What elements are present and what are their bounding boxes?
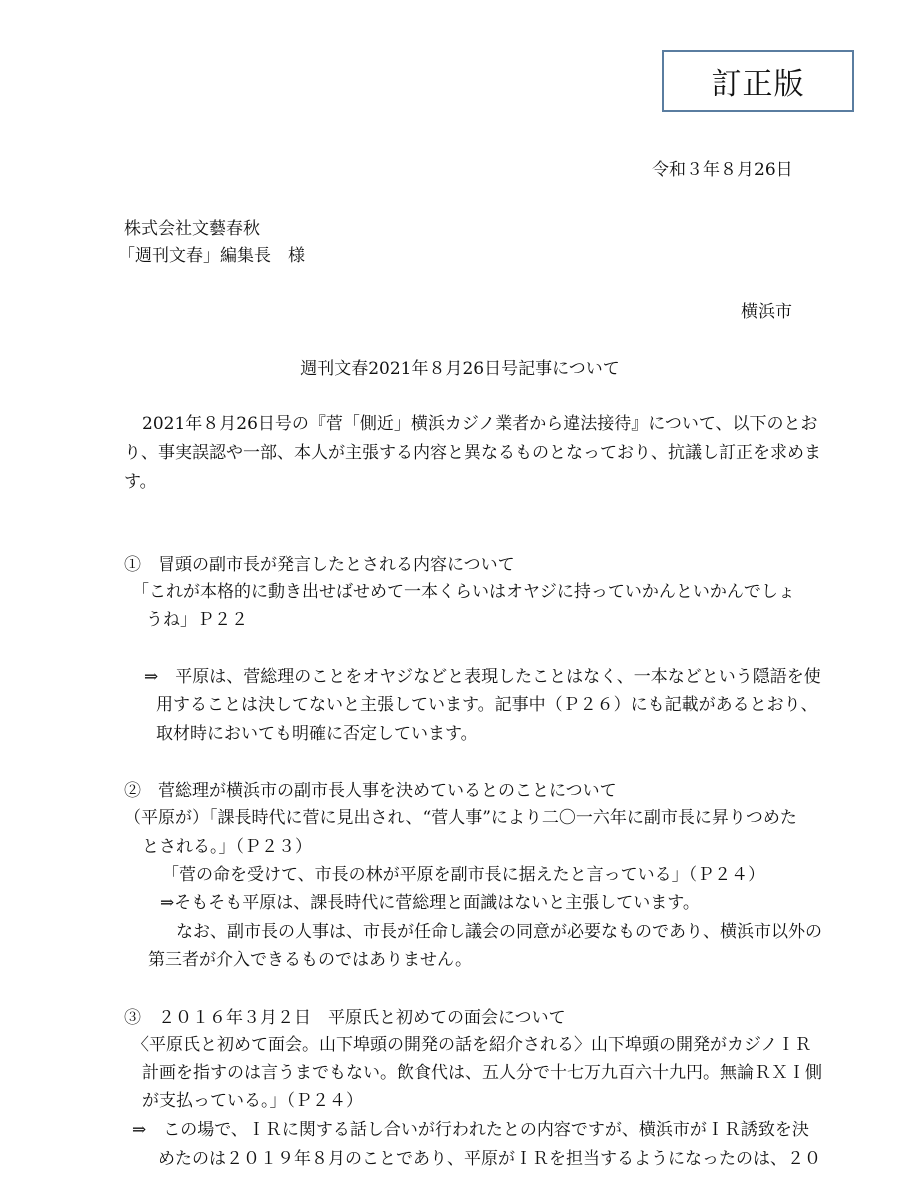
intro-line: す。	[124, 472, 157, 492]
section1-response: 用することは決してないと主張しています。記事中（Ｐ２６）にも記載があるとおり、	[156, 695, 818, 715]
section3-quote: が支払っている。」（Ｐ２４）	[142, 1091, 363, 1111]
section2-heading: ② 菅総理が横浜市の副市長人事を決めているとのことについて	[124, 781, 617, 801]
section2-response: ⇒そもそも平原は、課長時代に菅総理と面識はないと主張しています。	[160, 893, 700, 913]
intro-line: り、事実誤認や一部、本人が主張する内容と異なるものとなっており、抗議し訂正を求めま	[124, 443, 821, 463]
document-title: 週刊文春2021年８月26日号記事について	[300, 359, 620, 379]
correction-stamp: 訂正版	[662, 50, 854, 112]
recipient-company: 株式会社文藝春秋	[124, 219, 260, 239]
section2-response: なお、副市長の人事は、市長が任命し議会の同意が必要なものであり、横浜市以外の	[176, 922, 822, 942]
section3-heading: ③ ２０１６年３月２日 平原氏と初めての面会について	[124, 1008, 566, 1028]
section2-response: 第三者が介入できるものではありません。	[148, 950, 473, 970]
section2-quote: 「菅の命を受けて、市長の林が平原を副市長に据えたと言っている」（Ｐ２４）	[162, 865, 766, 885]
section2-quote: とされる。」（Ｐ２３）	[142, 837, 312, 857]
section1-response: ⇒ 平原は、菅総理のことをオヤジなどと表現したことはなく、一本などという隠語を使	[144, 667, 821, 687]
section1-quote: うね」Ｐ２２	[146, 610, 248, 630]
intro-line: 2021年８月26日号の『菅「側近」横浜カジノ業者から違法接待』について、以下のとお	[142, 414, 818, 434]
section2-quote: （平原が）「課長時代に菅に見出され、“菅人事”により二〇一六年に副市長に昇りつめた	[124, 808, 797, 828]
section3-response: めたのは２０１９年８月のことであり、平原がＩＲを担当するようになったのは、２０	[158, 1149, 821, 1169]
section3-quote: 〈平原氏と初めて面会。山下埠頭の開発の話を紹介される〉山下埠頭の開発がカジノＩＲ	[132, 1035, 812, 1055]
sender: 横浜市	[741, 302, 792, 322]
section3-response: ⇒ この場で、ＩＲに関する話し合いが行われたとの内容ですが、横浜市がＩＲ誘致を決	[132, 1120, 809, 1140]
section3-quote: 計画を指すのは言うまでもない。飲食代は、五人分で十七万九百六十九円。無論ＲＸＩ側	[142, 1063, 822, 1083]
recipient-person: 「週刊文春」編集長 様	[118, 246, 305, 266]
document-date: 令和３年８月26日	[652, 160, 793, 180]
section1-heading: ① 冒頭の副市長が発言したとされる内容について	[124, 555, 515, 575]
section1-response: 取材時においても明確に否定しています。	[156, 724, 478, 744]
section1-quote: 「これが本格的に動き出せばせめて一本くらいはオヤジに持っていかんといかんでしょ	[132, 582, 795, 602]
